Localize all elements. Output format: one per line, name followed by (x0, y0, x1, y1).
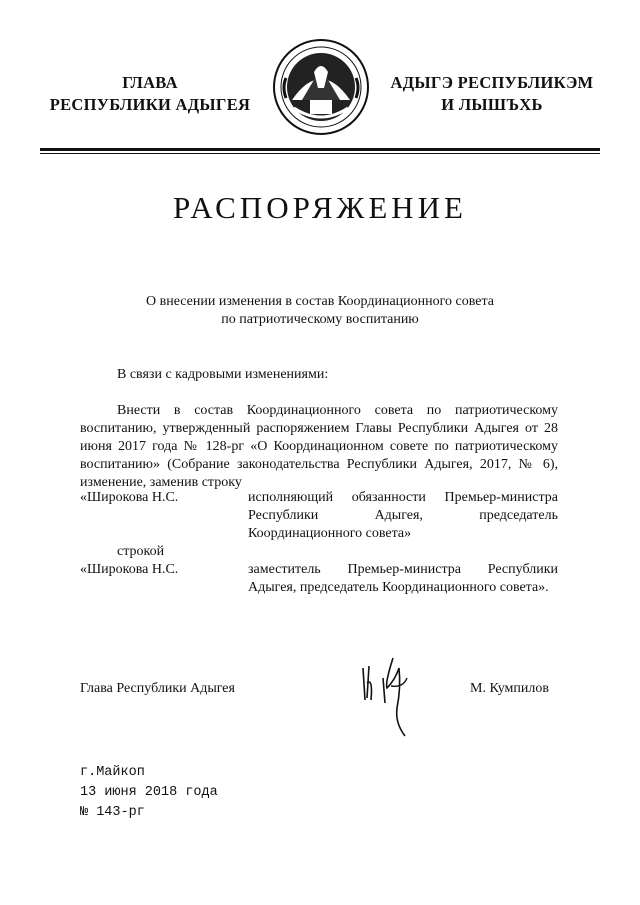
old-member-name: «Широкова Н.С. (80, 490, 179, 505)
issuer-line-1: ГЛАВА (122, 73, 178, 92)
issuer-adyghe-line-1: АДЫГЭ РЕСПУБЛИКЭМ (390, 73, 594, 92)
new-member-name: «Широкова Н.С. (80, 562, 179, 577)
header-divider-thick (40, 148, 600, 151)
handwritten-signature (355, 628, 415, 738)
issuer-header-adyghe (372, 72, 612, 116)
header-divider-thin (40, 153, 600, 154)
issue-city: г.Майкоп (80, 765, 145, 780)
signatory-title: Глава Республики Адыгея (80, 681, 235, 696)
issuer-adyghe-line-2: И ЛЫШЪХЬ (441, 95, 543, 114)
issue-date: 13 июня 2018 года (80, 785, 218, 800)
document-type-title: РАСПОРЯЖЕНИЕ (173, 190, 467, 225)
issuer-header-russian (40, 72, 260, 116)
intro-paragraph: В связи с кадровыми изменениями: (117, 367, 329, 382)
subject-line-1: О внесении изменения в состав Координационного совета (146, 294, 494, 309)
subject-line-2: по патриотическому воспитанию (221, 312, 419, 327)
document-number: № 143-рг (80, 805, 145, 820)
new-member-position: заместитель Премьер-министра Республики Адыгея, председатель Координационного совета». (248, 562, 558, 595)
document-subject (90, 293, 550, 329)
coat-of-arms-icon (272, 38, 370, 136)
signatory-name: М. Кумпилов (470, 681, 549, 696)
replacement-word: строкой (117, 544, 165, 559)
old-member-position: исполняющий обязанности Премьер-министра Республики Адыгея, председатель Координационного совета» (248, 490, 558, 541)
issuer-line-2: РЕСПУБЛИКИ АДЫГЕЯ (49, 95, 251, 114)
main-paragraph: Внести в состав Координационного совета по патриотическому воспитанию, утвержденный распоряжением Главы Республики Адыгея от 28 июня 2017 года № 128-рг «О Координационном совете по патриотическому воспитанию» (Собрание законодательства Республики Адыгея, 2017, № 6), изменение, заменив строку (80, 403, 558, 490)
